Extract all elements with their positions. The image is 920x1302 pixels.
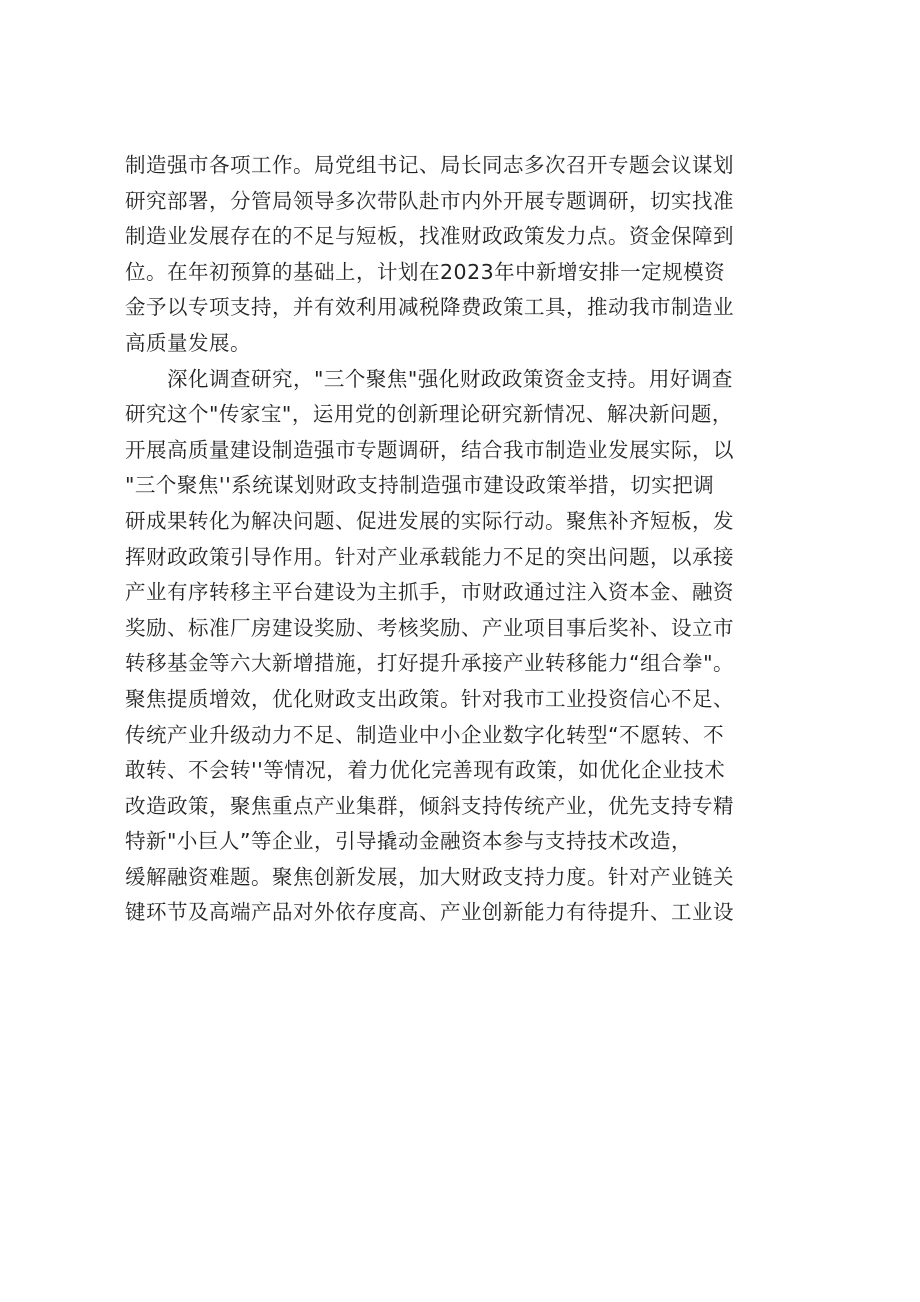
text-line: 缓解融资难题。聚焦创新发展，加大财政支持力度。针对产业链关	[125, 864, 734, 889]
text-line: 研究这个"传家宝"，运用党的创新理论研究新情况、解决新问题，	[125, 402, 733, 427]
text-line: 改造政策，聚焦重点产业集群，倾斜支持传统产业，优先支持专精	[125, 793, 734, 818]
text-line: 研究部署，分管局领导多次带队赴市内外开展专题调研，切实找准	[125, 188, 734, 213]
text-line: 特新"小巨人”等企业，引导撬动金融资本参与支持技术改造，	[125, 829, 693, 854]
text-line: 挥财政政策引导作用。针对产业承载能力不足的突出问题，以承接	[125, 544, 734, 569]
text-line: 研成果转化为解决问题、促进发展的实际行动。聚焦补齐短板，发	[125, 508, 734, 533]
text-line: 开展高质量建设制造强市专题调研，结合我市制造业发展实际，以	[125, 437, 734, 462]
text-line: 键环节及高端产品对外依存度高、产业创新能力有待提升、工业设	[125, 900, 734, 925]
body-text	[125, 148, 815, 931]
text-line: 敢转、不会转''等情况，着力优化完善现有政策，如优化企业技术	[125, 758, 726, 783]
text-line: 金予以专项支持，并有效利用减税降费政策工具，推动我市制造业	[125, 295, 734, 320]
text-line: 制造业发展存在的不足与短板，找准财政政策发力点。资金保障到	[125, 224, 734, 249]
text-line: 转移基金等六大新增措施，打好提升承接产业转移能力“组合拳"。	[125, 651, 735, 676]
text-line: 位。在年初预算的基础上，计划在2023年中新增安排一定规模资	[125, 259, 726, 284]
text-line: 传统产业升级动力不足、制造业中小企业数字化转型“不愿转、不	[125, 722, 725, 747]
text-line: 高质量发展。	[125, 330, 251, 355]
text-line: 制造强市各项工作。局党组书记、局长同志多次召开专题会议谋划	[125, 153, 734, 177]
text-line: 产业有序转移主平台建设为主抓手，市财政通过注入资本金、融资	[125, 580, 734, 605]
text-line: "三个聚焦''系统谋划财政支持制造强市建设政策举措，切实把调	[125, 473, 715, 498]
paragraph-start-line: 深化调查研究，"三个聚焦"强化财政政策资金支持。用好调查	[167, 366, 733, 391]
text-line: 奖励、标准厂房建设奖励、考核奖励、产业项目事后奖补、设立市	[125, 615, 734, 640]
text-line: 聚焦提质增效，优化财政支出政策。针对我市工业投资信心不足、	[125, 686, 734, 711]
